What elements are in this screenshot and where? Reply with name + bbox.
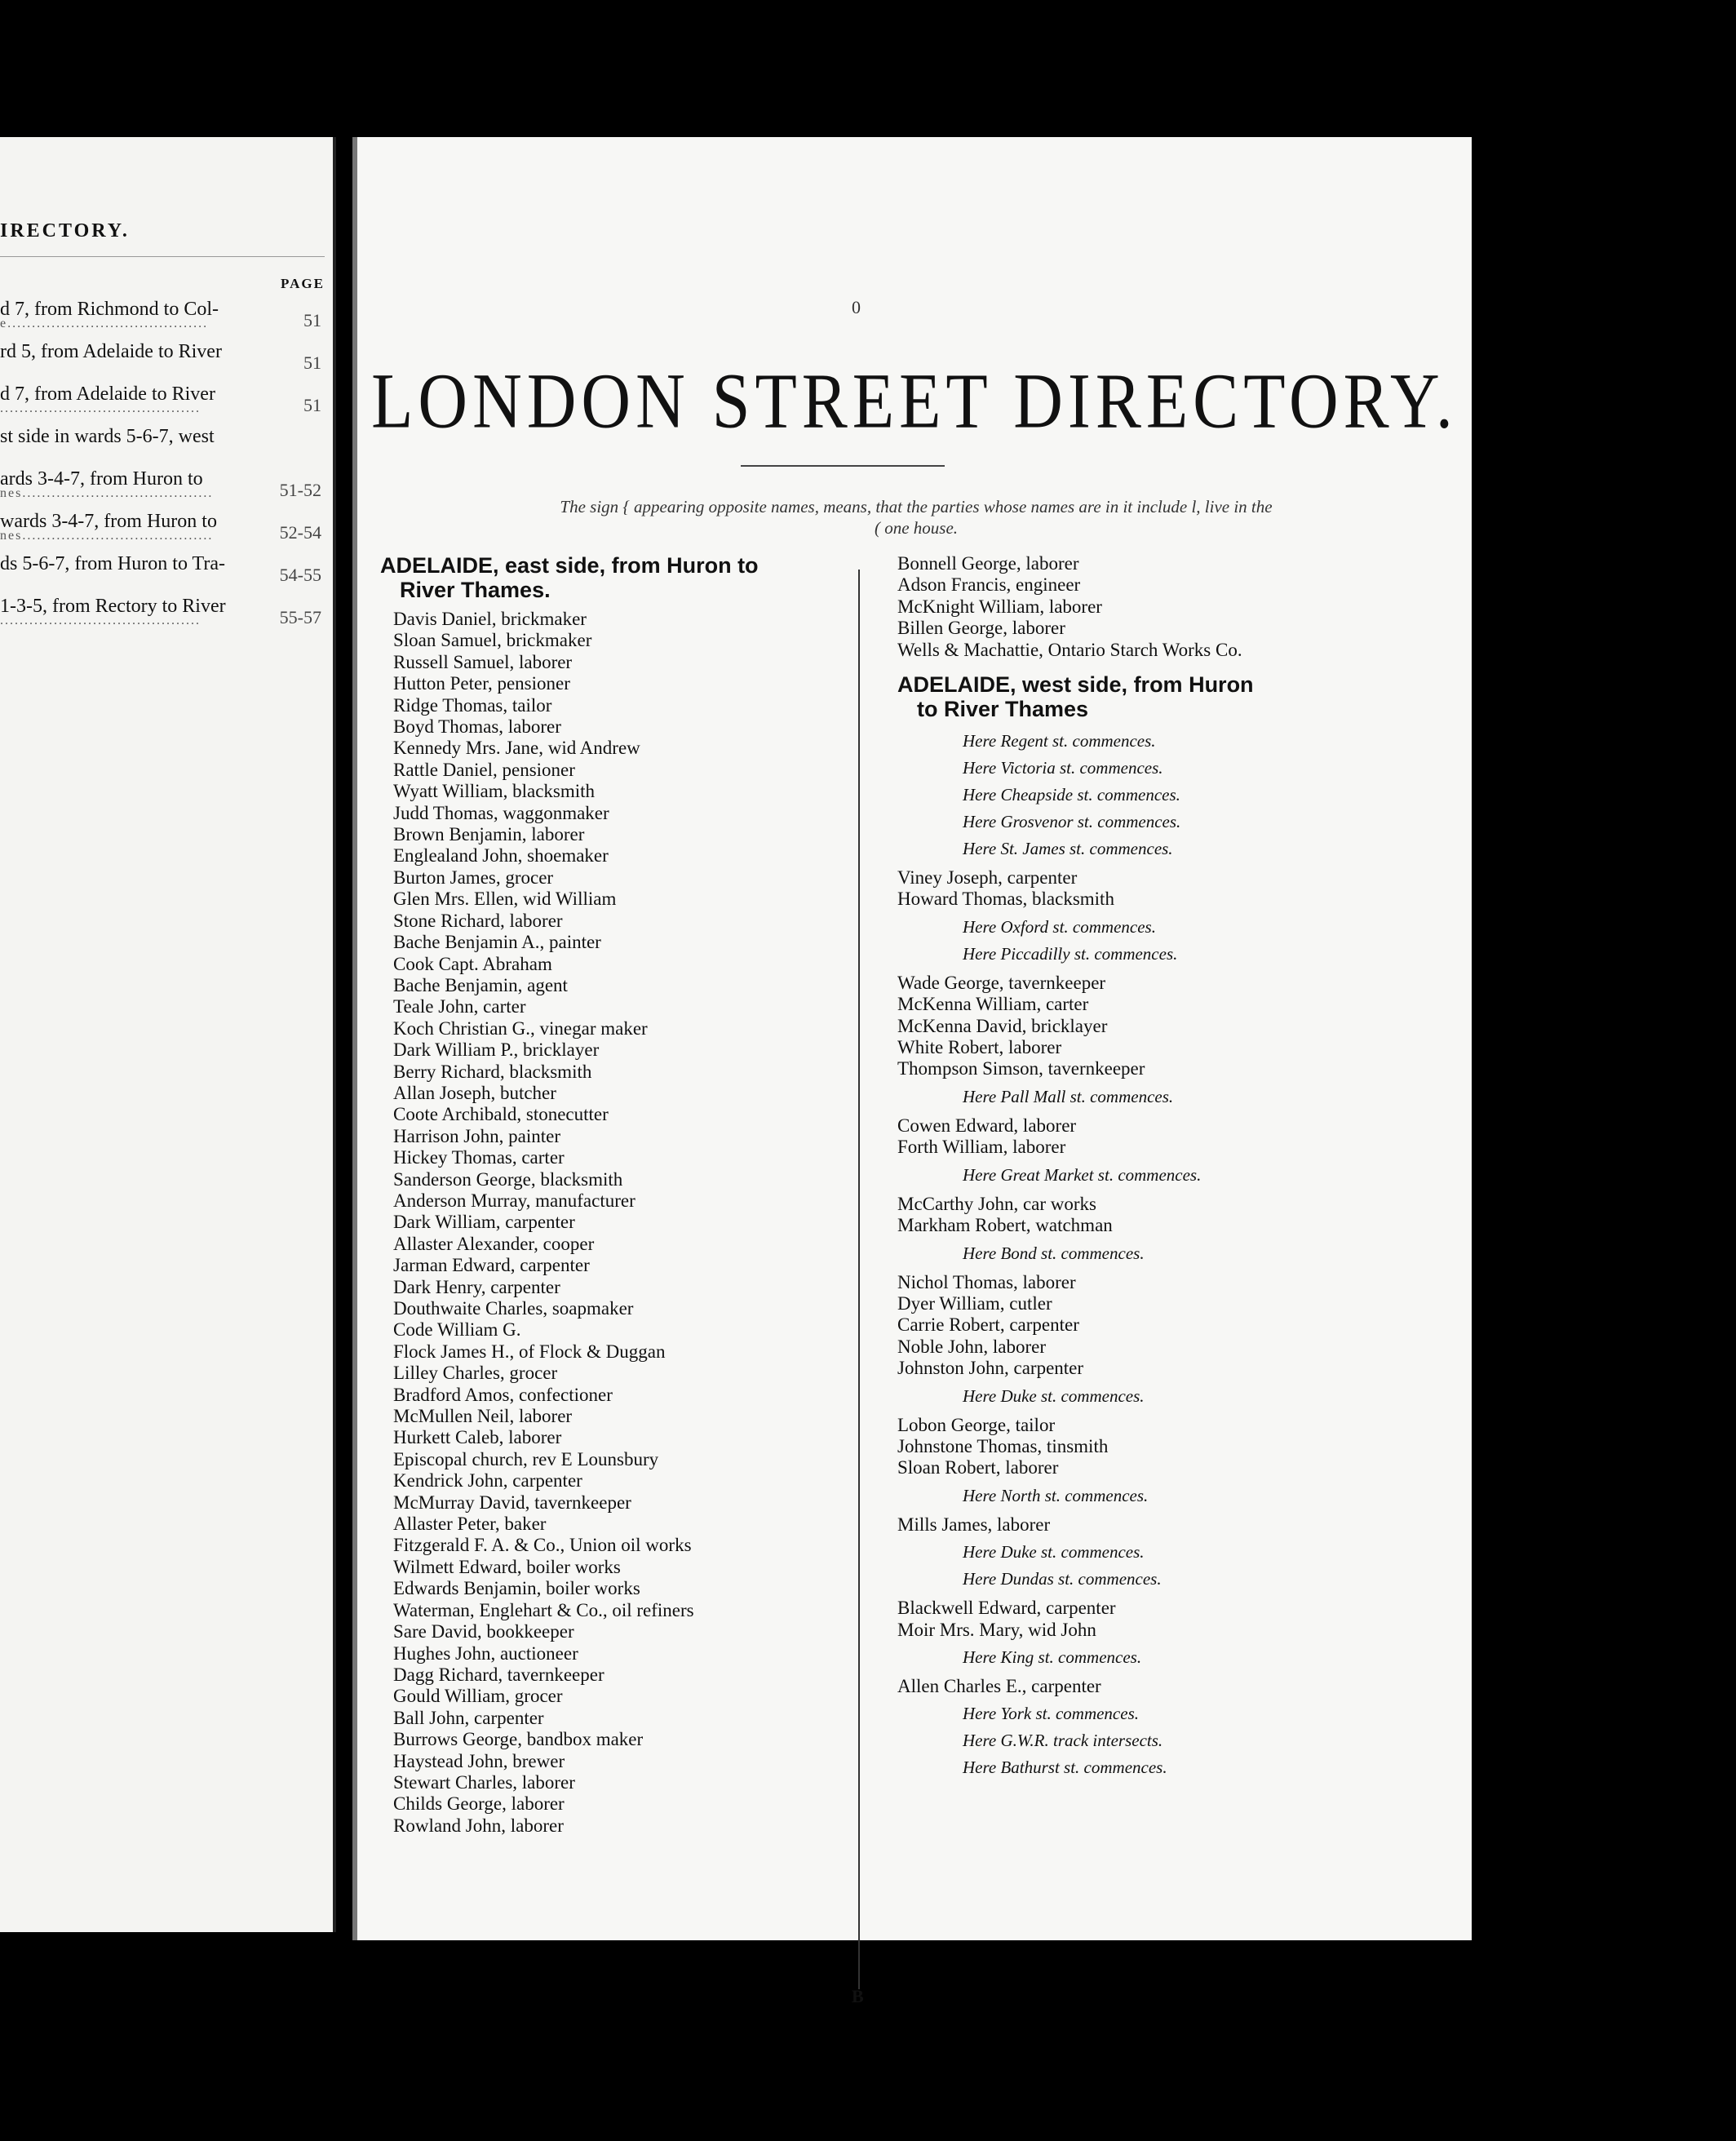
directory-entry: Ridge Thomas, tailor (393, 694, 552, 716)
directory-entry: Glen Mrs. Ellen, wid William (393, 889, 617, 910)
directory-entry: Englealand John, shoemaker (393, 845, 609, 867)
directory-entry: Stone Richard, laborer (393, 910, 563, 931)
directory-entry: Brown Benjamin, laborer (393, 824, 585, 845)
directory-entry: Thompson Simson, tavernkeeper (897, 1058, 1145, 1079)
directory-entry: Lobon George, tailor (897, 1414, 1056, 1435)
directory-entry: Blackwell Edward, carpenter (897, 1598, 1116, 1619)
directory-entry: Anderson Murray, manufacturer (393, 1190, 636, 1211)
cross-street-note: Here North st. commences. (963, 1485, 1149, 1505)
toc-entry-page: 51 (303, 352, 321, 373)
directory-entry: Hughes John, auctioneer (393, 1642, 578, 1664)
street-heading-west (897, 672, 1428, 721)
directory-entry: Waterman, Englehart & Co., oil refiners (393, 1599, 694, 1620)
directory-entry: Johnston John, carpenter (897, 1358, 1084, 1379)
cross-street-note: Here Regent st. commences. (963, 731, 1156, 751)
cross-street-note: Here Bond st. commences. (963, 1243, 1145, 1263)
toc-entry-leader: nes....................................... (0, 486, 214, 500)
street-heading-east-line-2: River Thames. (400, 578, 551, 602)
directory-entry: Dark Henry, carpenter (393, 1276, 560, 1297)
directory-entry: Hutton Peter, pensioner (393, 673, 570, 694)
directory-entry: Wilmett Edward, boiler works (393, 1556, 621, 1577)
directory-entry: McCarthy John, car works (897, 1193, 1097, 1214)
title-rule (741, 465, 945, 467)
directory-entry: Lilley Charles, grocer (393, 1363, 558, 1384)
toc-entry-text: ards 3-4-7, from Huron to (0, 468, 203, 490)
directory-entry: Sloan Robert, laborer (897, 1457, 1059, 1478)
directory-entry: Rattle Daniel, pensioner (393, 759, 575, 780)
directory-entry: Bonnell George, laborer (897, 553, 1079, 574)
toc-entry-text: 1-3-5, from Rectory to River (0, 596, 226, 617)
street-heading-west-line-2: to River Thames (917, 697, 1089, 722)
top-mark: 0 (852, 297, 861, 317)
toc-entry-text: ds 5-6-7, from Huron to Tra- (0, 553, 225, 574)
directory-entry: Koch Christian G., vinegar maker (393, 1017, 648, 1039)
sign-note-line-1: The sign { appearing opposite names, means, that the parties whose names are in it include l, live in the (560, 497, 1273, 516)
directory-entry: Douthwaite Charles, soapmaker (393, 1298, 634, 1319)
directory-entry: Cook Capt. Abraham (393, 953, 552, 974)
directory-entry: Dyer William, cutler (897, 1292, 1052, 1314)
directory-entry: Haystead John, brewer (393, 1750, 565, 1771)
directory-entry: Code William G. (393, 1319, 521, 1341)
directory-entry: Davis Daniel, brickmaker (393, 609, 587, 629)
toc-entry (0, 419, 325, 462)
directory-entry: Gould William, grocer (393, 1686, 563, 1707)
cross-street-note: Here Piccadilly st. commences. (963, 943, 1178, 964)
directory-entry: Markham Robert, watchman (897, 1215, 1113, 1236)
east-side-entries (380, 609, 845, 1837)
directory-entry: McKnight William, laborer (897, 596, 1102, 617)
directory-entry: Viney Joseph, carpenter (897, 867, 1078, 889)
directory-entry: Hickey Thomas, carter (393, 1147, 565, 1168)
directory-entry: Ball John, carpenter (393, 1707, 544, 1728)
directory-entry: Teale John, carter (393, 996, 526, 1017)
directory-entry: Forth William, laborer (897, 1137, 1066, 1158)
directory-entry: Bache Benjamin A., painter (393, 932, 601, 953)
cross-street-note: Here Duke st. commences. (963, 1385, 1145, 1406)
sign-note-line-2: ( one house. (874, 518, 959, 538)
street-heading-east (380, 553, 845, 602)
toc-entry-text: wards 3-4-7, from Huron to (0, 511, 217, 532)
directory-entry: Burrows George, bandbox maker (393, 1729, 644, 1750)
directory-entry: Allan Joseph, butcher (393, 1082, 556, 1103)
toc-entry-leader: e......................................... (0, 317, 209, 330)
directory-entry: Bache Benjamin, agent (393, 974, 568, 995)
toc-entry-page: 51 (303, 395, 321, 415)
toc-entry (0, 589, 325, 632)
directory-entry: Childs George, laborer (393, 1793, 565, 1815)
directory-entry: Cowen Edward, laborer (897, 1115, 1077, 1136)
directory-entry: Sloan Samuel, brickmaker (393, 630, 592, 651)
cross-street-note: Here Bathurst st. commences. (963, 1758, 1167, 1778)
left-page-heading: IRECTORY. (0, 220, 130, 242)
directory-entry: Edwards Benjamin, boiler works (393, 1578, 640, 1599)
toc-entry-page: 54-55 (279, 565, 321, 585)
directory-entry: Noble John, laborer (897, 1336, 1047, 1357)
cross-street-note: Here Victoria st. commences. (963, 758, 1163, 778)
toc-entry-text: d 7, from Richmond to Col- (0, 299, 219, 320)
directory-entry: Howard Thomas, blacksmith (897, 889, 1114, 910)
toc-entry-leader: nes....................................... (0, 529, 214, 543)
directory-entry: White Robert, laborer (897, 1037, 1062, 1058)
directory-entry: Dark William, carpenter (393, 1212, 575, 1233)
directory-entry: Episcopal church, rev E Lounsbury (393, 1448, 659, 1469)
table-of-contents (0, 292, 325, 632)
directory-entry: Judd Thomas, waggonmaker (393, 802, 609, 823)
directory-entry: Bradford Amos, confectioner (393, 1384, 613, 1405)
toc-entry-text: st side in wards 5-6-7, west (0, 426, 215, 447)
directory-entry: McMullen Neil, laborer (393, 1406, 573, 1427)
cross-street-note: Here York st. commences. (963, 1704, 1139, 1724)
toc-entry (0, 377, 325, 419)
column-divider (858, 570, 860, 1989)
street-heading-east-line-1: ADELAIDE, east side, from Huron to (380, 553, 759, 578)
continued-entries (897, 553, 1428, 661)
directory-entry: Moir Mrs. Mary, wid John (897, 1619, 1096, 1640)
directory-entry: Flock James H., of Flock & Duggan (393, 1341, 666, 1362)
directory-entry: Dark William P., bricklayer (393, 1039, 600, 1061)
directory-entry: Allaster Alexander, cooper (393, 1233, 595, 1254)
toc-entry-text: rd 5, from Adelaide to River (0, 341, 222, 362)
toc-entry (0, 335, 325, 377)
sign-note (382, 496, 1450, 539)
cross-street-note: Here Cheapside st. commences. (963, 785, 1180, 805)
toc-entry-page: 51-52 (279, 480, 321, 500)
toc-entry-page: 52-54 (279, 522, 321, 543)
toc-entry-leader: ......................................... (0, 614, 201, 627)
directory-entry: Wyatt William, blacksmith (393, 781, 596, 802)
signature-mark: B (852, 1986, 864, 2006)
directory-entry: Fitzgerald F. A. & Co., Union oil works (393, 1535, 692, 1556)
toc-entry-page: 55-57 (279, 607, 321, 627)
directory-entry: Wade George, tavernkeeper (897, 972, 1106, 993)
directory-entry: Mills James, laborer (897, 1514, 1051, 1535)
toc-entry-text: d 7, from Adelaide to River (0, 383, 215, 405)
toc-entry (0, 547, 325, 589)
directory-entry: Hurkett Caleb, laborer (393, 1427, 562, 1448)
toc-entry (0, 462, 325, 504)
cross-street-note: Here Grosvenor st. commences. (963, 812, 1181, 832)
cross-street-note: Here Great Market st. commences. (963, 1164, 1202, 1185)
page-column-label: PAGE (281, 276, 325, 291)
directory-entry: Allen Charles E., carpenter (897, 1675, 1101, 1696)
directory-entry: Dagg Richard, tavernkeeper (393, 1664, 604, 1685)
directory-entry: Sanderson George, blacksmith (393, 1168, 623, 1190)
cross-street-note: Here St. James st. commences. (963, 839, 1173, 859)
directory-entry: Harrison John, painter (393, 1125, 561, 1146)
directory-entry: Sare David, bookkeeper (393, 1621, 574, 1642)
cross-street-note: Here Duke st. commences. (963, 1542, 1145, 1563)
cross-street-note: Here G.W.R. track intersects. (963, 1731, 1163, 1751)
street-heading-west-line-1: ADELAIDE, west side, from Huron (897, 672, 1254, 698)
directory-entry: McKenna David, bricklayer (897, 1015, 1108, 1036)
directory-entry: Burton James, grocer (393, 867, 554, 888)
toc-entry-leader: ......................................... (0, 401, 201, 415)
directory-entry: Berry Richard, blacksmith (393, 1061, 592, 1082)
directory-entry: Billen George, laborer (897, 618, 1065, 639)
cross-street-note: Here Oxford st. commences. (963, 916, 1156, 937)
directory-entry: Kennedy Mrs. Jane, wid Andrew (393, 738, 640, 759)
page-title: LONDON STREET DIRECTORY. (371, 357, 1458, 445)
toc-entry-page: 51 (303, 310, 321, 330)
directory-entry: Adson Francis, engineer (897, 574, 1081, 596)
directory-entry: Wells & Machattie, Ontario Starch Works Co. (897, 639, 1242, 660)
left-page-rule (0, 256, 325, 257)
directory-entry: Johnstone Thomas, tinsmith (897, 1435, 1109, 1456)
cross-street-note: Here Dundas st. commences. (963, 1569, 1162, 1589)
directory-entry: Allaster Peter, baker (393, 1514, 547, 1535)
directory-entry: Nichol Thomas, laborer (897, 1271, 1076, 1292)
right-column (897, 553, 1428, 1781)
left-column (380, 553, 845, 1837)
directory-entry: Jarman Edward, carpenter (393, 1255, 590, 1276)
directory-entry: McMurray David, tavernkeeper (393, 1492, 631, 1513)
directory-entry: Stewart Charles, laborer (393, 1771, 575, 1793)
directory-entry: Boyd Thomas, laborer (393, 716, 561, 738)
cross-street-note: Here King st. commences. (963, 1647, 1142, 1667)
directory-entry: Rowland John, laborer (393, 1815, 564, 1836)
directory-entry: Kendrick John, carpenter (393, 1470, 582, 1492)
directory-entry: Carrie Robert, carpenter (897, 1314, 1079, 1336)
directory-entry: McKenna William, carter (897, 994, 1089, 1015)
west-side-entries (897, 728, 1428, 1781)
cross-street-note: Here Pall Mall st. commences. (963, 1086, 1174, 1106)
left-page-fragment (0, 137, 336, 1932)
directory-entry: Russell Samuel, laborer (393, 651, 573, 672)
directory-entry: Coote Archibald, stonecutter (393, 1104, 609, 1125)
toc-entry (0, 292, 325, 335)
main-page (352, 137, 1472, 2006)
toc-entry (0, 504, 325, 547)
